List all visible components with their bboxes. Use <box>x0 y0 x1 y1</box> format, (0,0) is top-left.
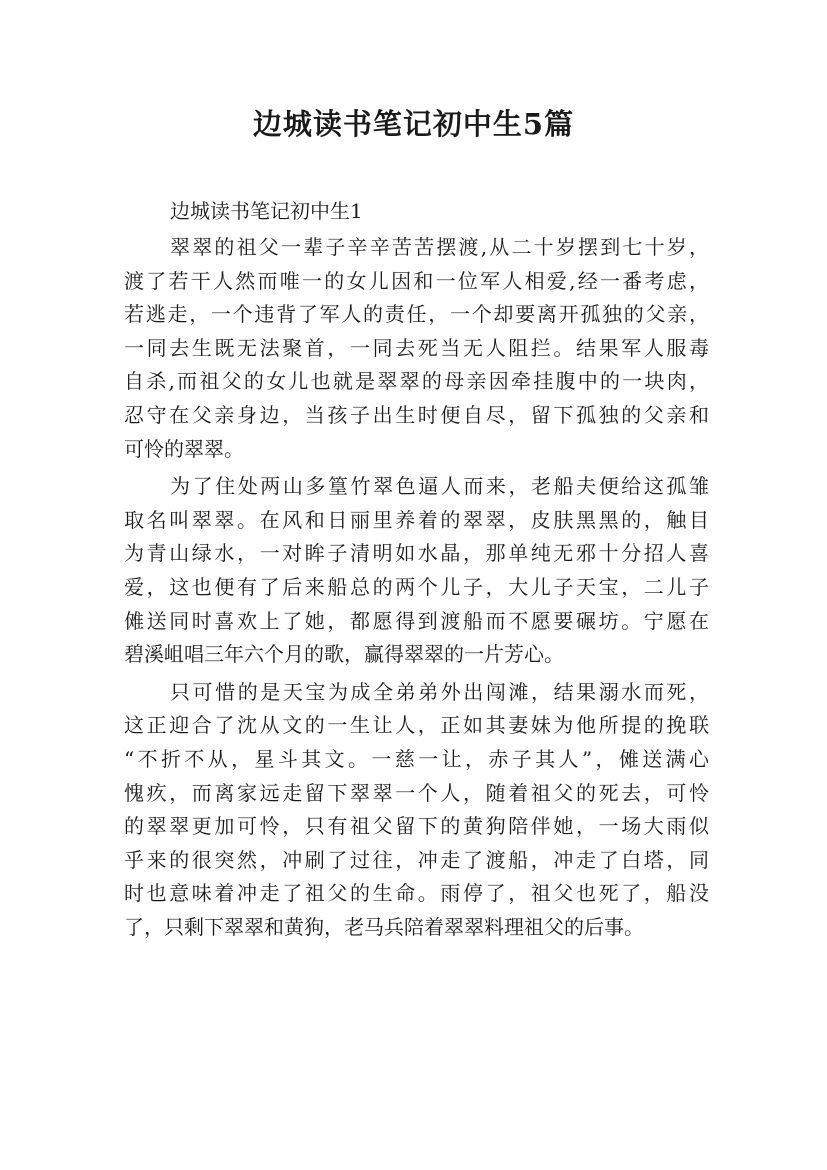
paragraph-line: 翠翠的祖父一辈子辛辛苦苦摆渡,从二十岁摆到七十岁， <box>170 235 709 259</box>
paragraph-line: 渡了若干人然而唯一的女儿因和一位军人相爱,经一番考虑， <box>124 268 709 293</box>
paragraph-line: 取名叫翠翠。在风和日丽里养着的翠翠，皮肤黑黑的，触目 <box>124 507 709 532</box>
paragraph-line: 愧疚，而离家远走留下翠翠一个人，随着祖父的死去，可怜 <box>124 780 709 805</box>
paragraph-line: 了，只剩下翠翠和黄狗，老马兵陪着翠翠料理祖父的后事。 <box>124 914 644 939</box>
paragraph-line: 可怜的翠翠。 <box>124 436 244 461</box>
paragraph-line: 若逃走，一个违背了军人的责任，一个却要离开孤独的父亲， <box>124 302 709 327</box>
paragraph-3 <box>124 676 709 945</box>
paragraph-line: 乎来的很突然，冲刷了过往，冲走了渡船，冲走了白塔，同 <box>124 847 709 872</box>
paragraph-line: 这正迎合了沈从文的一生让人，正如其妻妹为他所提的挽联 <box>124 713 709 738</box>
document-body <box>124 191 709 944</box>
paragraph-line: 只可惜的是天宝为成全弟弟外出闯滩，结果溺水而死， <box>170 679 709 704</box>
paragraph-line: 忍守在父亲身边，当孩子出生时便自尽，留下孤独的父亲和 <box>124 402 709 427</box>
paragraph-line: “不折不从，星斗其文。一慈一让，赤子其人”，傩送满心 <box>124 746 709 771</box>
paragraph-line: 自杀,而祖父的女儿也就是翠翠的母亲因牵挂腹中的一块肉， <box>124 369 709 394</box>
document-title: 边城读书笔记初中生5篇 <box>252 107 575 141</box>
paragraph-line: 碧溪岨唱三年六个月的歌，赢得翠翠的一片芳心。 <box>124 642 564 667</box>
paragraph-line: 爱，这也便有了后来船总的两个儿子，大儿子天宝，二儿子 <box>124 574 709 599</box>
paragraph-line: 傩送同时喜欢上了她，都愿得到渡船而不愿要碾坊。宁愿在 <box>124 608 709 633</box>
paragraph-line: 一同去生既无法聚首，一同去死当无人阻拦。结果军人服毒 <box>124 335 709 360</box>
paragraph-line: 时也意味着冲走了祖父的生命。雨停了，祖父也死了，船没 <box>124 881 709 906</box>
paragraph-line: 为了住处两山多篁竹翠色逼人而来，老船夫便给这孤雏 <box>170 474 709 499</box>
section-heading: 边城读书笔记初中生1 <box>170 199 363 223</box>
paragraph-line: 的翠翠更加可怜，只有祖父留下的黄狗陪伴她，一场大雨似 <box>124 814 709 839</box>
paragraph-1 <box>124 231 709 466</box>
paragraph-line: 为青山绿水，一对眸子清明如水晶，那单纯无邪十分招人喜 <box>124 541 709 566</box>
paragraph-2 <box>124 470 709 672</box>
